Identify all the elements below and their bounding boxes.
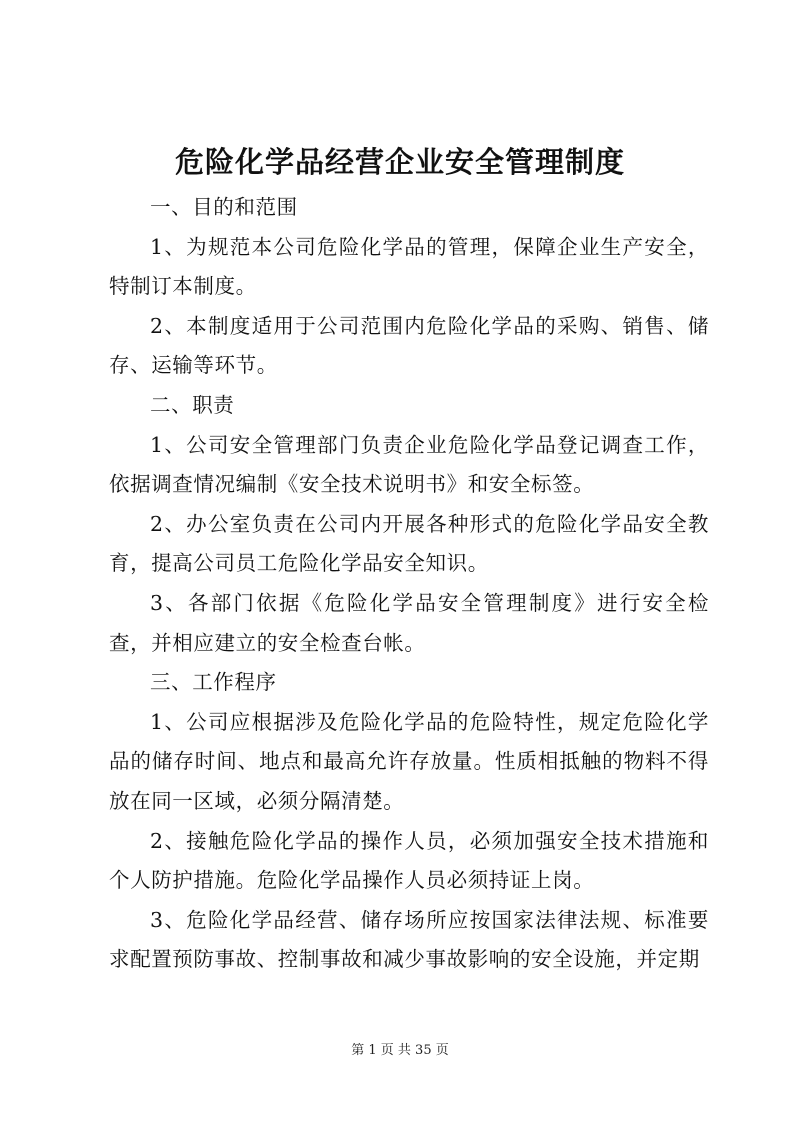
section-heading-procedure: 三、工作程序 [150,670,277,695]
paragraph: 1、为规范本公司危险化学品的管理，保障企业生产安全，特制订本制度。 [109,234,709,299]
document-body [109,188,709,980]
paragraph: 2、接触危险化学品的操作人员，必须加强安全技术措施和个人防护措施。危险化学品操作人员必须持证上岗。 [109,828,709,893]
paragraph: 2、办公室负责在公司内开展各种形式的危险化学品安全教育，提高公司员工危险化学品安全知识。 [109,511,709,576]
paragraph: 1、公司应根据涉及危险化学品的危险特性，规定危险化学品的储存时间、地点和最高允许存放量。性质相抵触的物料不得放在同一区域，必须分隔清楚。 [109,709,709,813]
paragraph: 3、各部门依据《危险化学品安全管理制度》进行安全检查，并相应建立的安全检查台帐。 [109,590,709,655]
paragraph: 1、公司安全管理部门负责企业危险化学品登记调查工作，依据调查情况编制《安全技术说明书》和安全标签。 [109,432,709,497]
document-title: 危险化学品经营企业安全管理制度 [174,145,625,179]
paragraph: 3、危险化学品经营、储存场所应按国家法律法规、标准要求配置预防事故、控制事故和减少事故影响的安全设施，并定期 [109,907,709,972]
section-heading-purpose: 一、目的和范围 [150,195,298,219]
paragraph: 2、本制度适用于公司范围内危险化学品的采购、销售、储存、运输等环节。 [109,313,709,378]
page-number-footer: 第 1 页 共 35 页 [351,1043,449,1058]
section-heading-responsibilities: 二、职责 [150,392,235,417]
